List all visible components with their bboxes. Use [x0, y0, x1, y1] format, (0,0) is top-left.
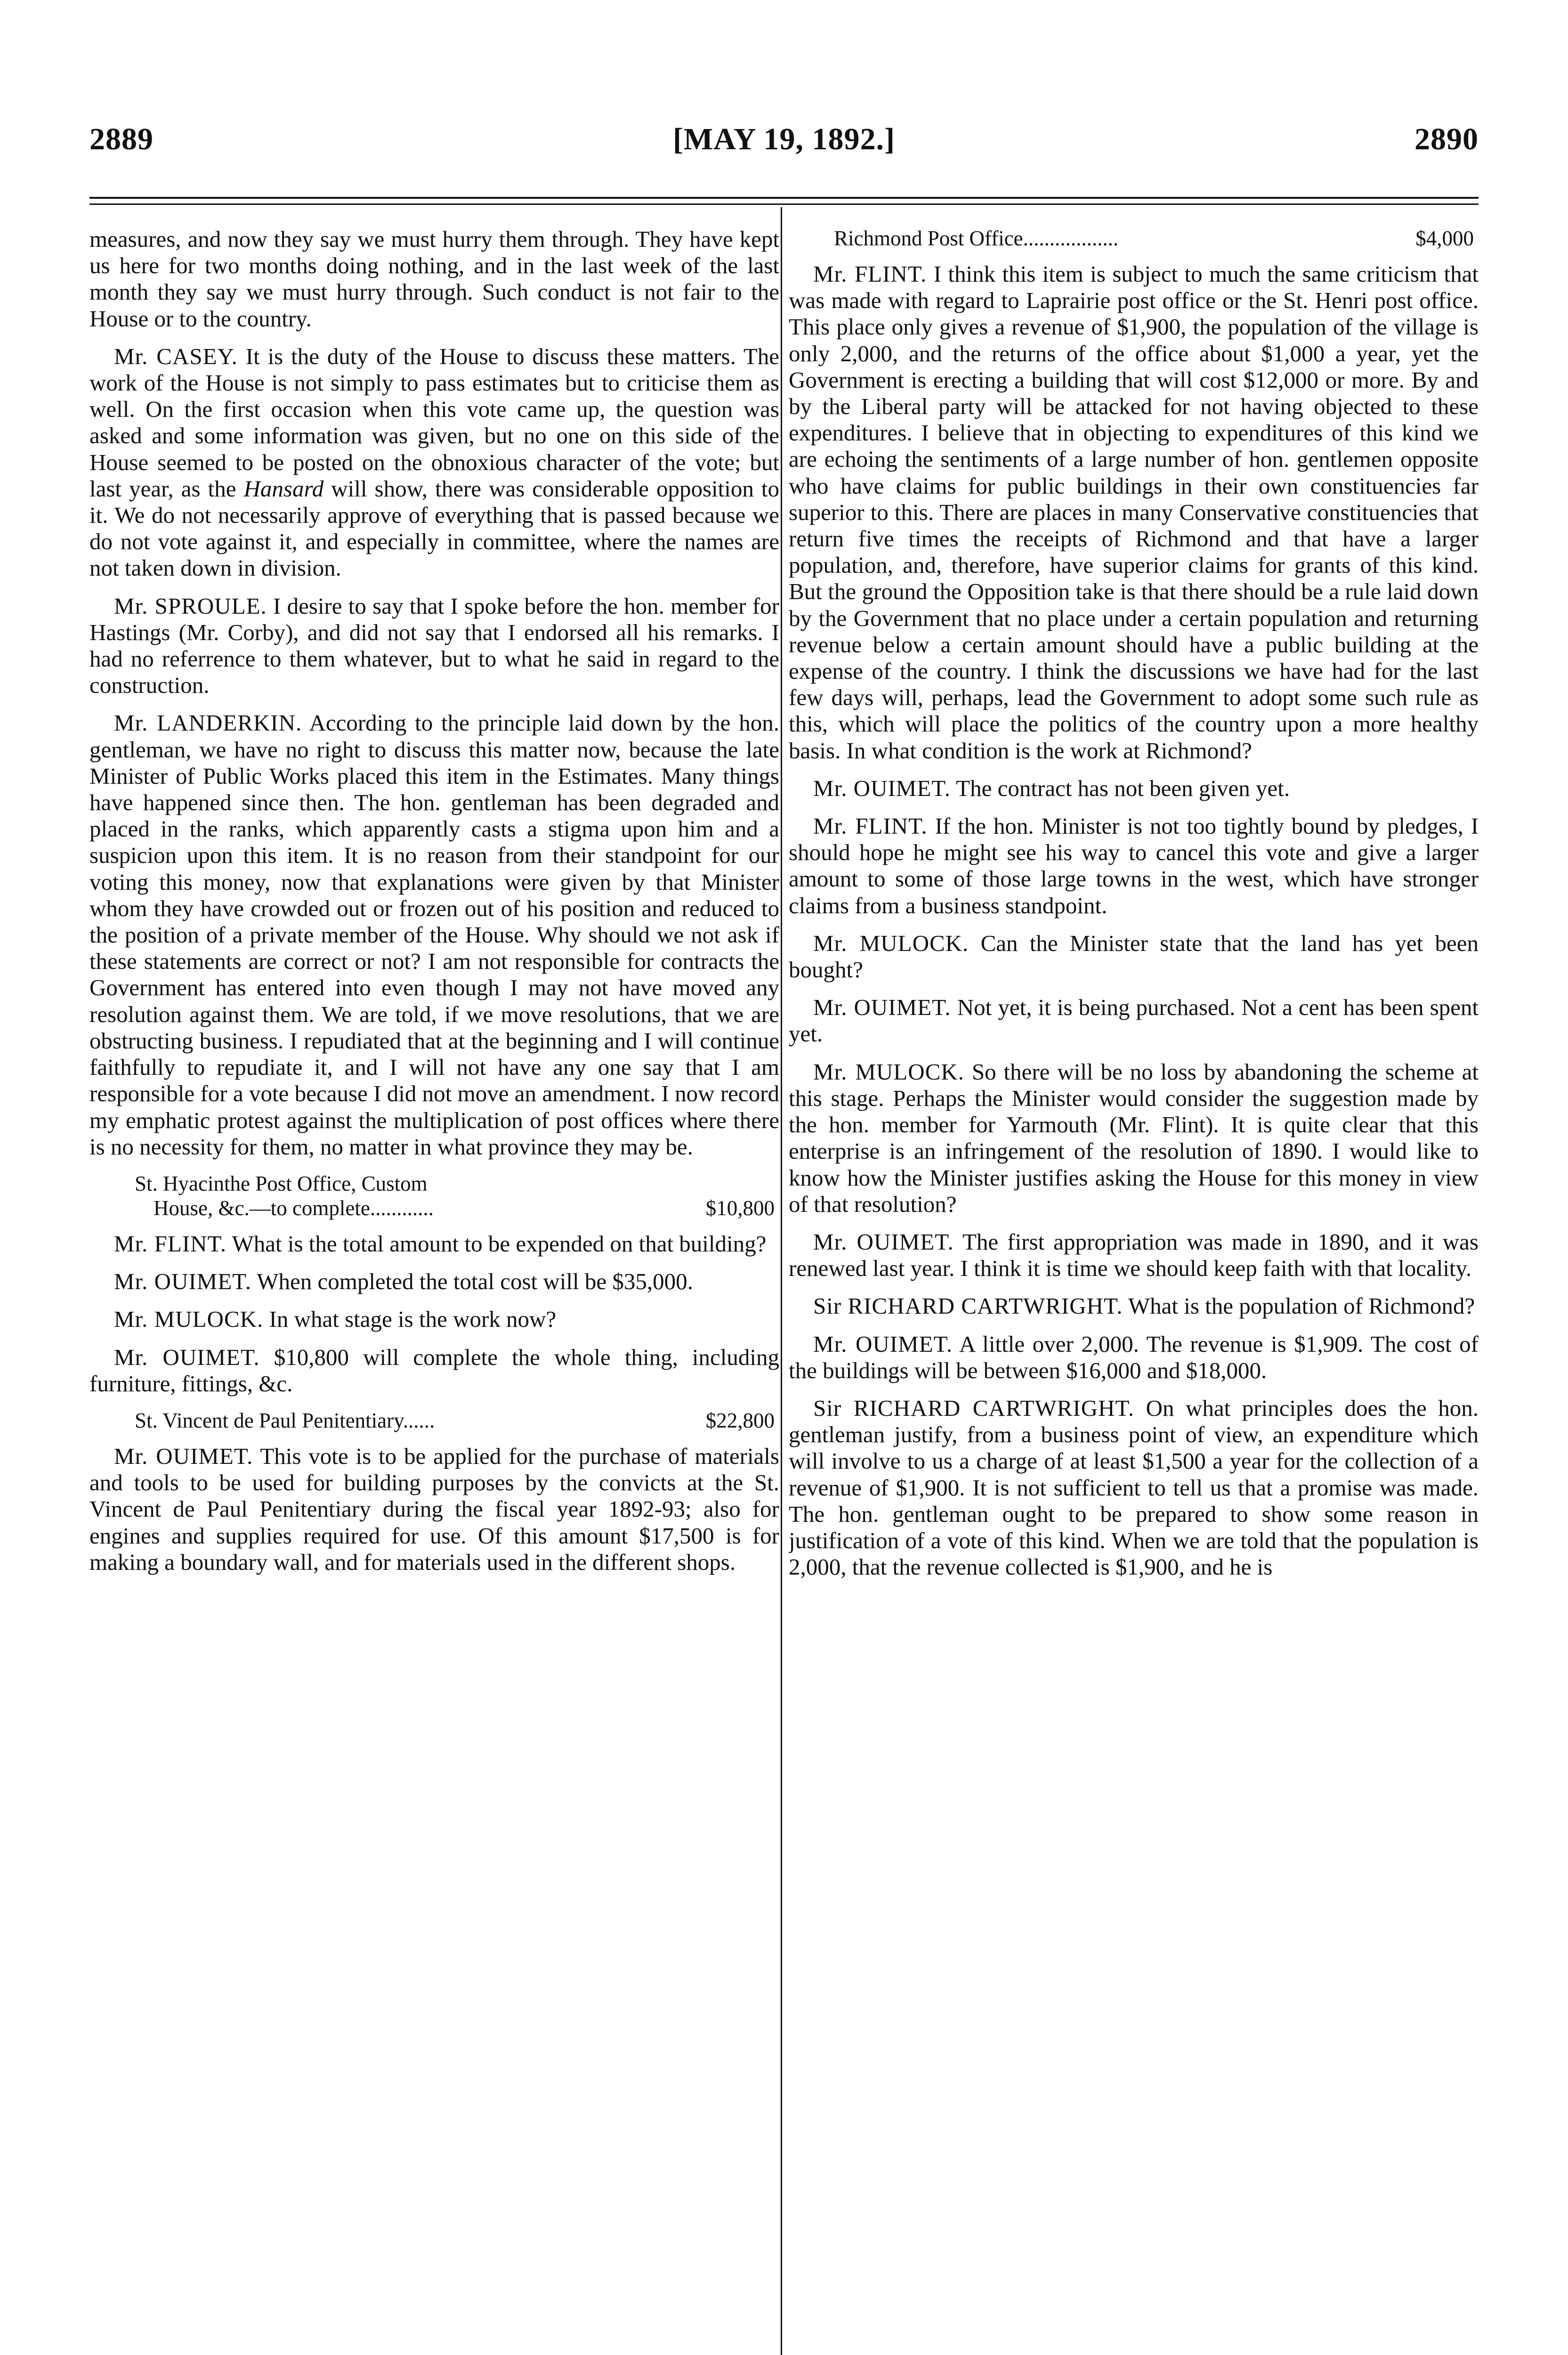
speech	[789, 994, 1479, 1047]
estimate-item-amount: $22,800	[705, 1408, 775, 1432]
speaker-name: Mr. OUIMET.	[813, 775, 951, 801]
speaker-name: Mr. MULOCK.	[813, 1058, 964, 1085]
page-number-left: 2889	[89, 122, 154, 156]
speech-text: Can the Minister state that the land has yet been bought?	[789, 930, 1479, 983]
speech	[89, 1344, 779, 1397]
speech	[789, 1293, 1479, 1319]
speech-text: I think this item is subject to much the same criticism that was made with regard to Laprairie post office or the St. Henri post office. This place only gives a revenue of $1,900, the population of the village is only 2,000, and the returns of the office about $1,000 a year, yet the Government is erecting a building that will cost $12,000 or more. By and by the Liberal party will be attacked for not having objected to these expenditures. I believe that in objecting to expenditures of this kind we are echoing the sentiments of a large number of hon. gentlemen opposite who have claims for public buildings in their own constituencies far superior to this. There are places in many Conservative constituencies that return five times the receipts of Richmond and that have a larger population, and, therefore, have superior claims for grants of this kind. But the ground the Opposition take is that there should be a rule laid down by the Government that no place under a certain population and returning revenue below a certain amount should have a public building at the expense of the country. I think the discussions we have had for the last few days will, perhaps, lead the Government to adopt some such rule as this, which will place the politics of the country upon a more healthy basis. In what condition is the work at Richmond?	[789, 261, 1479, 763]
estimate-item-amount: $4,000	[1415, 227, 1474, 250]
speech	[89, 710, 779, 1160]
estimate-item	[89, 1408, 779, 1433]
speech	[89, 343, 779, 582]
page-header	[89, 111, 1479, 168]
speech	[789, 1395, 1479, 1580]
speech	[89, 1231, 779, 1257]
speech	[89, 1443, 779, 1575]
speaker-name: Mr. LANDERKIN.	[114, 710, 302, 736]
speech-text: So there will be no loss by abandoning the scheme at this stage. Perhaps the Minister would consider the suggestion made by the hon. member for Yarmouth (Mr. Flint). It is quite clear that this enterprise is an infringement of the resolution of 1890. I would like to know how the Minister justifies asking the House for this money in view of that resolution?	[789, 1058, 1479, 1217]
speech-italic: Hansard	[243, 475, 324, 502]
page-number-right: 2890	[1414, 122, 1479, 156]
speech-text: If the hon. Minister is not too tightly bound by pledges, I should hope he might see his way to cancel this vote and give a larger amount to some of those large towns in the west, which have stronger claims from a business standpoint.	[789, 813, 1479, 918]
speaker-name: Sir RICHARD CARTWRIGHT.	[813, 1293, 1123, 1319]
speaker-name: Mr. FLINT.	[813, 813, 928, 839]
speech-text: What is the population of Richmond?	[1128, 1293, 1475, 1319]
column-divider	[781, 207, 782, 2355]
speech-text: will show, there was considerable opposition to it. We do not necessarily approve of everything that is passed because we do not vote against it, and especially in committee, where the names are not taken down in division.	[89, 475, 779, 581]
speaker-name: Mr. FLINT.	[813, 261, 927, 287]
speaker-name: Mr. OUIMET.	[114, 1443, 253, 1469]
estimate-item	[89, 1171, 779, 1220]
speech	[89, 593, 779, 699]
speaker-name: Mr. MULOCK.	[813, 930, 969, 956]
speaker-name: Mr. OUIMET.	[813, 994, 951, 1021]
estimate-item-label: St. Hyacinthe Post Office, Custom	[135, 1171, 428, 1195]
speaker-name: Mr. OUIMET.	[114, 1344, 260, 1370]
speech-text: In what stage is the work now?	[269, 1306, 557, 1332]
speaker-name: Mr. OUIMET.	[114, 1268, 251, 1295]
header-date: [MAY 19, 1892.]	[672, 122, 896, 156]
speaker-name: Mr. OUIMET.	[813, 1331, 953, 1357]
speech-text: A little over 2,000. The revenue is $1,909. The cost of the buildings will be between $16,000 and $18,000.	[789, 1331, 1479, 1383]
speech-text: According to the principle laid down by the hon. gentleman, we have no right to discuss this matter now, because the late Minister of Public Works placed this item in the Estimates. Many things have happened since then. The hon. gentleman has been degraded and placed in the ranks, which apparently casts a stigma upon him and a suspicion upon this item. It is no reason from their standpoint for our voting this money, now that explanations were given by that Minister whom they have crowded out or frozen out of his position and reduced to the position of a private member of the House. Why should we not ask if these statements are correct or not? I am not responsible for contracts the Government has entered into even though I may not have moved any resolution against them. We are told, if we move resolutions, that we are obstructing business. I repudiated that at the beginning and I will continue faithfully to repudiate it, and I will not have any one say that I am responsible for a vote because I did not move an amendment. I now record my emphatic protest against the multiplication of post offices where there is no necessity for them, no matter in what province they may be.	[89, 710, 779, 1160]
speech-text: What is the total amount to be expended on that building?	[232, 1230, 767, 1257]
speech-text: On what principles does the hon. gentleman justify, from a business point of view, an expenditure which will involve to us a charge of at least $1,500 a year for the collection of a revenue of $1,900. It is not sufficient to tell us that a promise was made. The hon. gentleman ought to be prepared to show some reason in justification of a vote of this kind. When we are told that the population is 2,000, that the revenue collected is $1,900, and he is	[789, 1395, 1479, 1580]
speaker-name: Mr. MULOCK.	[114, 1306, 264, 1332]
speech-text: Not yet, it is being purchased. Not a cent has been spent yet.	[789, 994, 1479, 1047]
speech	[789, 1059, 1479, 1218]
right-column	[789, 226, 1479, 2355]
speech-text: I desire to say that I spoke before the hon. member for Hastings (Mr. Corby), and did not say that I endorsed all his remarks. I had no referrence to them whatever, but to what he said in regard to the construction.	[89, 593, 779, 698]
speaker-name: Mr. SPROULE.	[114, 593, 267, 619]
speech	[789, 261, 1479, 764]
speech	[789, 930, 1479, 983]
speech	[789, 813, 1479, 919]
speech	[789, 1229, 1479, 1282]
speech-text: The contract has not been given yet.	[956, 775, 1290, 801]
estimate-item-label: House, &c.—to complete............	[154, 1196, 434, 1220]
left-column	[89, 226, 779, 2355]
estimate-item-amount: $10,800	[705, 1196, 775, 1220]
speech	[789, 775, 1479, 802]
speaker-name: Mr. FLINT.	[114, 1230, 227, 1257]
estimate-item	[789, 226, 1479, 251]
speech	[89, 1268, 779, 1295]
header-rule-bottom	[89, 203, 1479, 205]
speech-text: The first appropriation was made in 1890, and it was renewed last year. I think it is time we should keep faith with that locality.	[789, 1228, 1479, 1282]
speech-text: $10,800 will complete the whole thing, including furniture, fittings, &c.	[89, 1344, 779, 1397]
estimate-item-label: St. Vincent de Paul Penitentiary......	[135, 1408, 435, 1432]
speaker-name: Sir RICHARD CARTWRIGHT.	[813, 1395, 1135, 1421]
speech-text: It is the duty of the House to discuss these matters. The work of the House is not simply to pass estimates but to criticise them as well. On the first occasion when this vote came up, the question was asked and some information was given, but no one on this side of the House seemed to be posted on the obnoxious character of the vote; but last year, as the	[89, 343, 779, 502]
speech	[89, 1306, 779, 1332]
speech-text: This vote is to be applied for the purchase of materials and tools to be used for building purposes by the convicts at the St. Vincent de Paul Penitentiary during the fiscal year 1892-93; also for engines and supplies required for use. Of this amount $17,500 is for making a boundary wall, and for materials used in the different shops.	[89, 1443, 779, 1575]
paragraph: measures, and now they say we must hurry them through. They have kept us here for two months doing nothing, and in the last week of the last month they say we must hurry through. Such conduct is not fair to the House or to the country.	[89, 226, 779, 332]
speech-text: When completed the total cost will be $35,000.	[257, 1268, 693, 1295]
header-rule-top	[89, 197, 1479, 199]
estimate-item-label: Richmond Post Office..................	[834, 227, 1119, 250]
speaker-name: Mr. CASEY.	[114, 343, 238, 369]
speech	[789, 1331, 1479, 1384]
speaker-name: Mr. OUIMET.	[813, 1228, 954, 1255]
